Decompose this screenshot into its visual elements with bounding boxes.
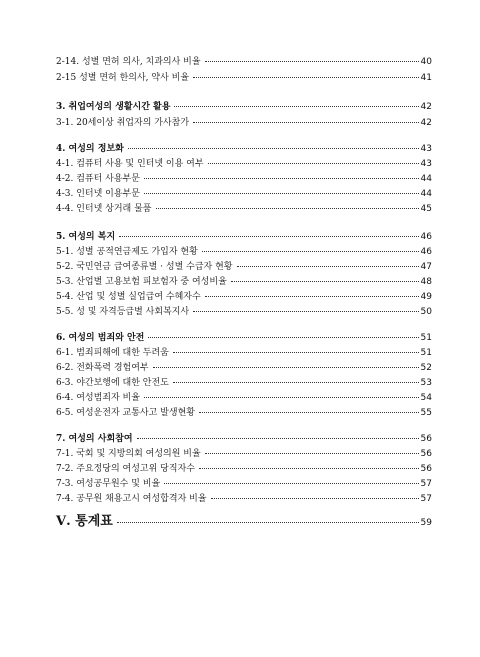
toc-entry-label: 7-4. 공무원 채용고시 여성합격자 비율 [56,494,207,504]
toc-page-number: 46 [420,232,432,242]
dot-leader [193,77,419,78]
toc-entry-label: 4-3. 인터넷 이용부문 [56,189,140,199]
toc-entry-label: 5-1. 성별 공적연금제도 가입자 현황 [56,247,198,257]
toc-entry-label: 6-1. 범죄피해에 대한 두려움 [56,348,169,358]
toc-section-heading [56,143,432,155]
toc-item [56,463,432,475]
toc-entry-label: 6-4. 여성범죄자 비율 [56,393,140,403]
toc-entry-label: 4-4. 인터넷 상거래 물품 [56,204,152,214]
toc-entry-label: 7. 여성의 사회참여 [56,434,133,444]
toc-page-number: 57 [420,494,432,504]
toc-page-number: 52 [420,363,432,373]
toc-section-heading [56,332,432,344]
toc-page-number: 57 [420,479,432,489]
dot-leader [148,337,418,338]
dot-leader [174,106,418,107]
toc-entry-label: 6. 여성의 범죄와 안전 [56,333,145,343]
dot-leader [237,266,419,267]
dot-leader [193,311,418,312]
toc-page-number: 45 [420,204,432,214]
toc-section-heading [56,101,432,113]
toc-entry-label: 5-2. 국민연금 급여종류별 · 성별 수급자 현황 [56,262,233,272]
toc-entry-label: 2-14. 성별 면허 의사, 치과의사 비율 [56,57,201,67]
dot-leader [202,251,419,252]
toc-section-heading [56,433,432,445]
toc-entry-label: 7-1. 국회 및 지방의회 여성의원 비율 [56,449,201,459]
toc-page-number: 51 [420,348,432,358]
toc-page-number: 54 [420,393,432,403]
dot-leader [144,193,419,194]
toc-item [56,407,432,419]
dot-leader [205,61,419,62]
toc-item [56,188,432,200]
toc-entry-label: 4-1. 컴퓨터 사용 및 인터넷 이용 여부 [56,159,204,169]
toc-item [56,306,432,318]
dot-leader [231,281,419,282]
toc-entry-label: 4-2. 컴퓨터 사용부문 [56,174,140,184]
toc-page-number: 59 [420,518,432,528]
toc-item [56,203,432,215]
toc-section-heading [56,231,432,243]
toc-page-number: 44 [420,174,432,184]
toc-page-number: 46 [420,247,432,257]
dot-leader [173,352,419,353]
toc-item [56,377,432,389]
toc-item [56,56,432,68]
toc-entry-label: 5. 여성의 복지 [56,232,116,242]
dot-leader [208,163,419,164]
toc-item [56,291,432,303]
toc-item [56,261,432,273]
toc-page-number: 50 [420,307,432,317]
toc-entry-label: 5-4. 산업 및 성별 실업급여 수혜자수 [56,292,201,302]
dot-leader [128,148,419,149]
dot-leader [164,483,418,484]
toc-entry-label: 2-15 성별 면허 한의사, 약사 비율 [56,73,190,83]
toc-item [56,173,432,185]
toc-entry-label: 5-5. 성 및 자격등급별 사회복지사 [56,307,190,317]
dot-leader [137,438,419,439]
toc-entry-label: 6-3. 야간보행에 대한 안전도 [56,378,169,388]
toc-page-number: 56 [420,449,432,459]
toc-item [56,72,432,84]
toc-entry-label: 6-2. 전화폭력 경험여부 [56,363,149,373]
toc-page-number: 41 [420,73,432,83]
dot-leader [193,122,419,123]
toc-page-number: 44 [420,189,432,199]
toc-item [56,347,432,359]
toc-item [56,158,432,170]
toc-page-number: 42 [420,118,432,128]
toc-page-number: 56 [420,464,432,474]
dot-leader [117,522,419,523]
dot-leader [144,397,419,398]
toc-page-number: 51 [420,333,432,343]
toc-item [56,478,432,490]
toc-entry-label: 7-2. 주요정당의 여성고위 당직자수 [56,464,195,474]
toc-entry-label: 4. 여성의 정보화 [56,144,124,154]
toc-page-number: 40 [420,57,432,67]
toc-page-number: 49 [420,292,432,302]
toc-entry-label: 5-3. 산업별 고용보험 피보험자 중 여성비율 [56,277,227,287]
toc-item [56,493,432,505]
toc-entry-label: 7-3. 여성공무원수 및 비율 [56,479,161,489]
dot-leader [211,498,419,499]
dot-leader [156,208,419,209]
toc-item [56,276,432,288]
dot-leader [199,412,419,413]
toc-page-number: 47 [420,262,432,272]
dot-leader [144,178,419,179]
toc-item [56,392,432,404]
dot-leader [199,468,419,469]
toc-item [56,246,432,258]
toc-entry-label: 6-5. 여성운전자 교통사고 발생현황 [56,408,195,418]
toc-page-number: 43 [420,144,432,154]
toc-entry-label: Ⅴ. 통계표 [56,514,113,529]
toc-page-number: 53 [420,378,432,388]
toc-page-number: 43 [420,159,432,169]
toc-page-number: 48 [420,277,432,287]
toc-page-number: 56 [420,434,432,444]
dot-leader [153,367,419,368]
dot-leader [205,296,419,297]
toc-item [56,448,432,460]
toc-entry-label: 3-1. 20세이상 취업자의 가사참가 [56,118,190,128]
toc-entry-label: 3. 취업여성의 생활시간 활용 [56,102,171,112]
dot-leader [205,453,419,454]
toc-part-heading [56,514,432,531]
dot-leader [173,382,419,383]
dot-leader [119,236,418,237]
toc-page-number: 42 [420,102,432,112]
toc-item [56,117,432,129]
toc-item [56,362,432,374]
toc-page-number: 55 [420,408,432,418]
